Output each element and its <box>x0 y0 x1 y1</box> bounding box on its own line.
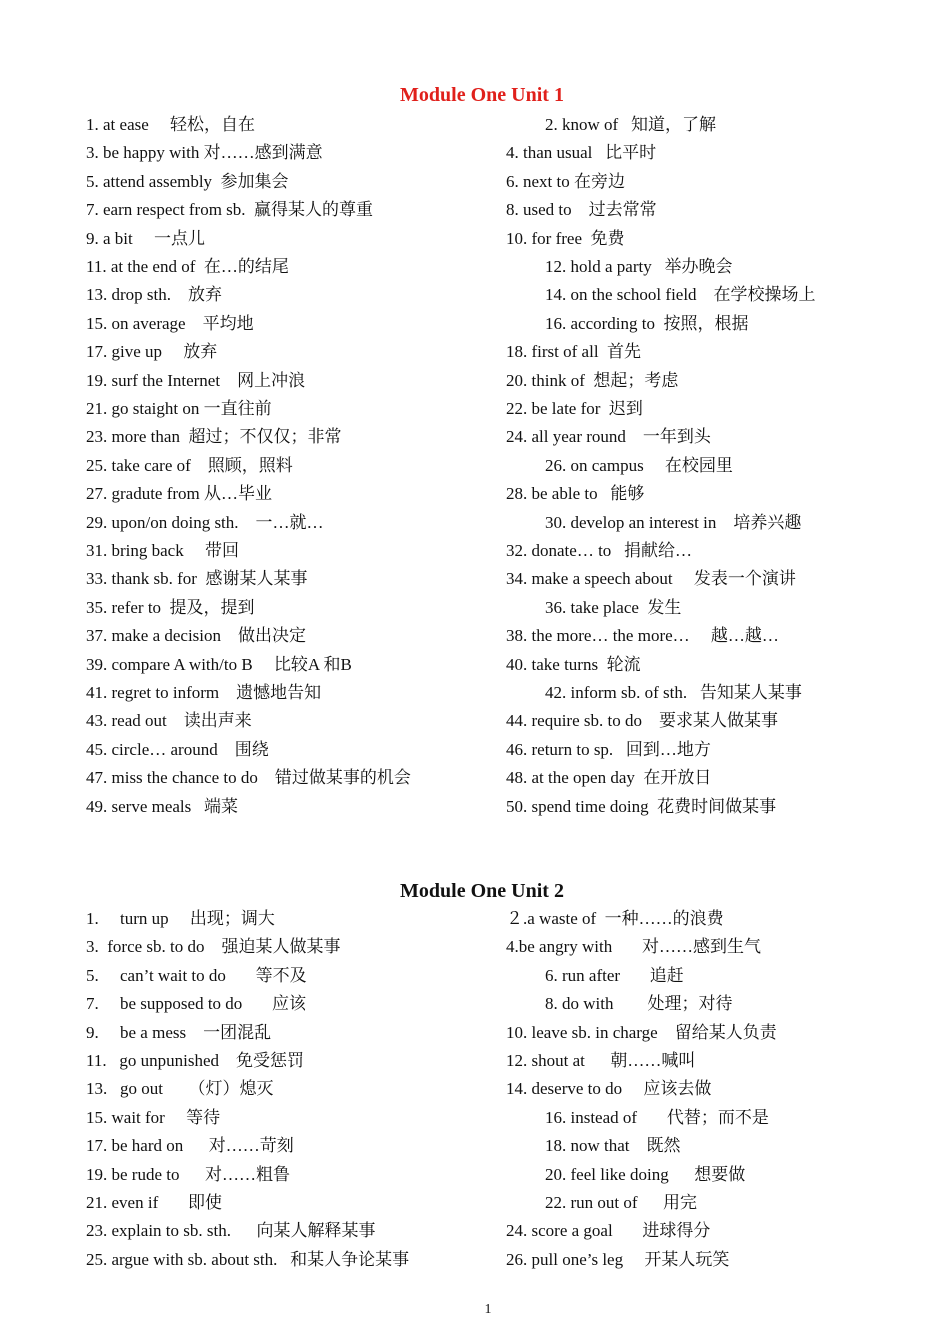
phrase-right: 42. inform sb. of sth. 告知某人某事 <box>545 683 802 702</box>
phrase-right: 24. all year round 一年到头 <box>506 427 711 447</box>
phrase-row <box>86 565 886 593</box>
phrase-left: 7. be supposed to do 应该 <box>86 994 307 1014</box>
phrase-row <box>86 537 886 565</box>
phrase-row <box>86 962 886 990</box>
phrase-left: 11. go unpunished 免受惩罚 <box>86 1051 305 1070</box>
phrase-left: 17. give up 放弃 <box>86 342 218 362</box>
phrase-row <box>86 736 886 764</box>
phrase-row <box>86 480 886 508</box>
phrase-right: 20. think of 想起；考虑 <box>506 370 679 390</box>
phrase-row <box>86 679 886 707</box>
phrase-left: 17. be hard on 对……苛刻 <box>86 1136 294 1156</box>
phrase-left: 21. go staight on 一直往前 <box>86 399 272 418</box>
phrase-left: 5. attend assembly 参加集会 <box>86 171 289 191</box>
page-number: 1 <box>484 1302 492 1317</box>
phrase-right: 10. leave sb. in charge 留给某人负责 <box>506 1022 777 1042</box>
phrase-right: 18. first of all 首先 <box>506 342 642 362</box>
phrase-left: 31. bring back 带回 <box>86 541 239 560</box>
phrase-row <box>86 168 886 196</box>
phrase-right: 8. do with 处理；对待 <box>545 994 733 1014</box>
phrase-left: 5. can’t wait to do 等不及 <box>86 965 307 985</box>
phrase-right: 14. deserve to do 应该去做 <box>506 1079 712 1099</box>
phrase-left: 45. circle… around 围绕 <box>86 739 269 759</box>
phrase-left: 1. at ease 轻松，自在 <box>86 115 256 134</box>
phrase-right: 4.be angry with 对……感到生气 <box>506 937 761 957</box>
phrase-right: 26. on campus 在校园里 <box>545 455 733 475</box>
phrase-right: 16. instead of 代替；而不是 <box>545 1107 769 1127</box>
phrase-left: 27. gradute from 从…毕业 <box>86 484 273 504</box>
phrase-row <box>86 395 886 423</box>
phrase-right: 44. require sb. to do 要求某人做某事 <box>506 711 778 731</box>
phrase-right: 20. feel like doing 想要做 <box>545 1164 746 1184</box>
phrase-left: 39. compare A with/to B 比较A 和B <box>86 654 352 674</box>
phrase-row <box>86 1189 886 1217</box>
phrase-row <box>86 1161 886 1189</box>
phrase-right: 30. develop an interest in 培养兴趣 <box>545 512 802 532</box>
phrase-row <box>86 281 886 309</box>
phrase-right: 16. according to 按照，根据 <box>545 313 749 333</box>
phrase-row <box>86 905 886 933</box>
unit1-title: Module One Unit 1 <box>400 84 564 106</box>
phrase-row <box>86 1047 886 1075</box>
phrase-left: 19. surf the Internet 网上冲浪 <box>86 370 306 390</box>
phrase-row <box>86 225 886 253</box>
phrase-left: 43. read out 读出声来 <box>86 711 252 731</box>
phrase-left: 37. make a decision 做出决定 <box>86 626 307 646</box>
phrase-right: 8. used to 过去常常 <box>506 200 657 220</box>
phrase-right: 6. run after 追赶 <box>545 965 684 985</box>
phrase-right: ２.a waste of 一种……的浪费 <box>506 909 724 928</box>
phrase-row <box>86 1019 886 1047</box>
phrase-right: 4. than usual 比平时 <box>506 143 657 163</box>
phrase-right: 22. be late for 迟到 <box>506 399 643 418</box>
phrase-right: 12. shout at 朝……喊叫 <box>506 1051 696 1070</box>
phrase-left: 15. on average 平均地 <box>86 313 254 333</box>
phrase-left: 47. miss the chance to do 错过做某事的机会 <box>86 768 411 788</box>
phrase-right: 34. make a speech about 发表一个演讲 <box>506 569 796 589</box>
phrase-row <box>86 707 886 735</box>
phrase-right: 6. next to 在旁边 <box>506 171 625 191</box>
phrase-left: 3. be happy with 对……感到满意 <box>86 143 323 163</box>
phrase-row <box>86 452 886 480</box>
phrase-row <box>86 509 886 537</box>
phrase-row <box>86 1104 886 1132</box>
phrase-row <box>86 990 886 1018</box>
phrase-row <box>86 367 886 395</box>
phrase-right: 32. donate… to 捐献给… <box>506 541 693 560</box>
phrase-row <box>86 622 886 650</box>
phrase-left: 11. at the end of 在…的结尾 <box>86 257 289 276</box>
phrase-row <box>86 338 886 366</box>
phrase-right: 50. spend time doing 花费时间做某事 <box>506 796 777 816</box>
phrase-right: 22. run out of 用完 <box>545 1193 698 1212</box>
phrase-left: 23. explain to sb. sth. 向某人解释某事 <box>86 1221 376 1241</box>
phrase-right: 14. on the school field 在学校操场上 <box>545 285 816 305</box>
phrase-row <box>86 1132 886 1160</box>
phrase-row <box>86 139 886 167</box>
phrase-left: 3. force sb. to do 强迫某人做某事 <box>86 937 341 957</box>
phrase-row <box>86 933 886 961</box>
phrase-left: 33. thank sb. for 感谢某人某事 <box>86 569 308 589</box>
phrase-row <box>86 423 886 451</box>
phrase-row <box>86 253 886 281</box>
phrase-left: 13. go out （灯）熄灭 <box>86 1079 274 1099</box>
phrase-row <box>86 1075 886 1103</box>
phrase-row <box>86 594 886 622</box>
phrase-left: 25. argue with sb. about sth. 和某人争论某事 <box>86 1249 410 1269</box>
phrase-left: 49. serve meals 端菜 <box>86 796 239 816</box>
phrase-left: 19. be rude to 对……粗鲁 <box>86 1164 290 1184</box>
phrase-right: 48. at the open day 在开放日 <box>506 768 712 788</box>
phrase-left: 29. upon/on doing sth. 一…就… <box>86 512 324 532</box>
phrase-row <box>86 1217 886 1245</box>
phrase-row <box>86 793 886 821</box>
phrase-right: 36. take place 发生 <box>545 597 682 617</box>
phrase-row <box>86 651 886 679</box>
phrase-left: 21. even if 即使 <box>86 1193 222 1212</box>
phrase-right: 26. pull one’s leg 开某人玩笑 <box>506 1249 730 1269</box>
phrase-row <box>86 111 886 139</box>
phrase-left: 1. turn up 出现；调大 <box>86 909 275 928</box>
unit2-title: Module One Unit 2 <box>400 880 564 902</box>
phrase-left: 41. regret to inform 遗憾地告知 <box>86 683 322 702</box>
phrase-left: 13. drop sth. 放弃 <box>86 285 222 305</box>
phrase-right: 10. for free 免费 <box>506 228 625 248</box>
phrase-row <box>86 764 886 792</box>
phrase-right: 28. be able to 能够 <box>506 484 645 504</box>
phrase-left: 7. earn respect from sb. 赢得某人的尊重 <box>86 200 374 220</box>
phrase-right: 24. score a goal 进球得分 <box>506 1221 711 1241</box>
phrase-right: 2. know of 知道，了解 <box>545 115 716 134</box>
phrase-right: 38. the more… the more… 越…越… <box>506 626 779 646</box>
phrase-right: 40. take turns 轮流 <box>506 654 641 674</box>
phrase-right: 18. now that 既然 <box>545 1136 681 1156</box>
phrase-left: 9. a bit 一点儿 <box>86 228 205 248</box>
phrase-right: 12. hold a party 举办晚会 <box>545 257 733 276</box>
phrase-left: 9. be a mess 一团混乱 <box>86 1022 272 1042</box>
phrase-row <box>86 196 886 224</box>
phrase-row <box>86 1246 886 1274</box>
phrase-right: 46. return to sp. 回到…地方 <box>506 739 711 759</box>
phrase-left: 35. refer to 提及，提到 <box>86 597 255 617</box>
phrase-left: 25. take care of 照顾，照料 <box>86 455 293 475</box>
phrase-left: 15. wait for 等待 <box>86 1107 221 1127</box>
phrase-row <box>86 310 886 338</box>
phrase-left: 23. more than 超过；不仅仅；非常 <box>86 427 342 447</box>
